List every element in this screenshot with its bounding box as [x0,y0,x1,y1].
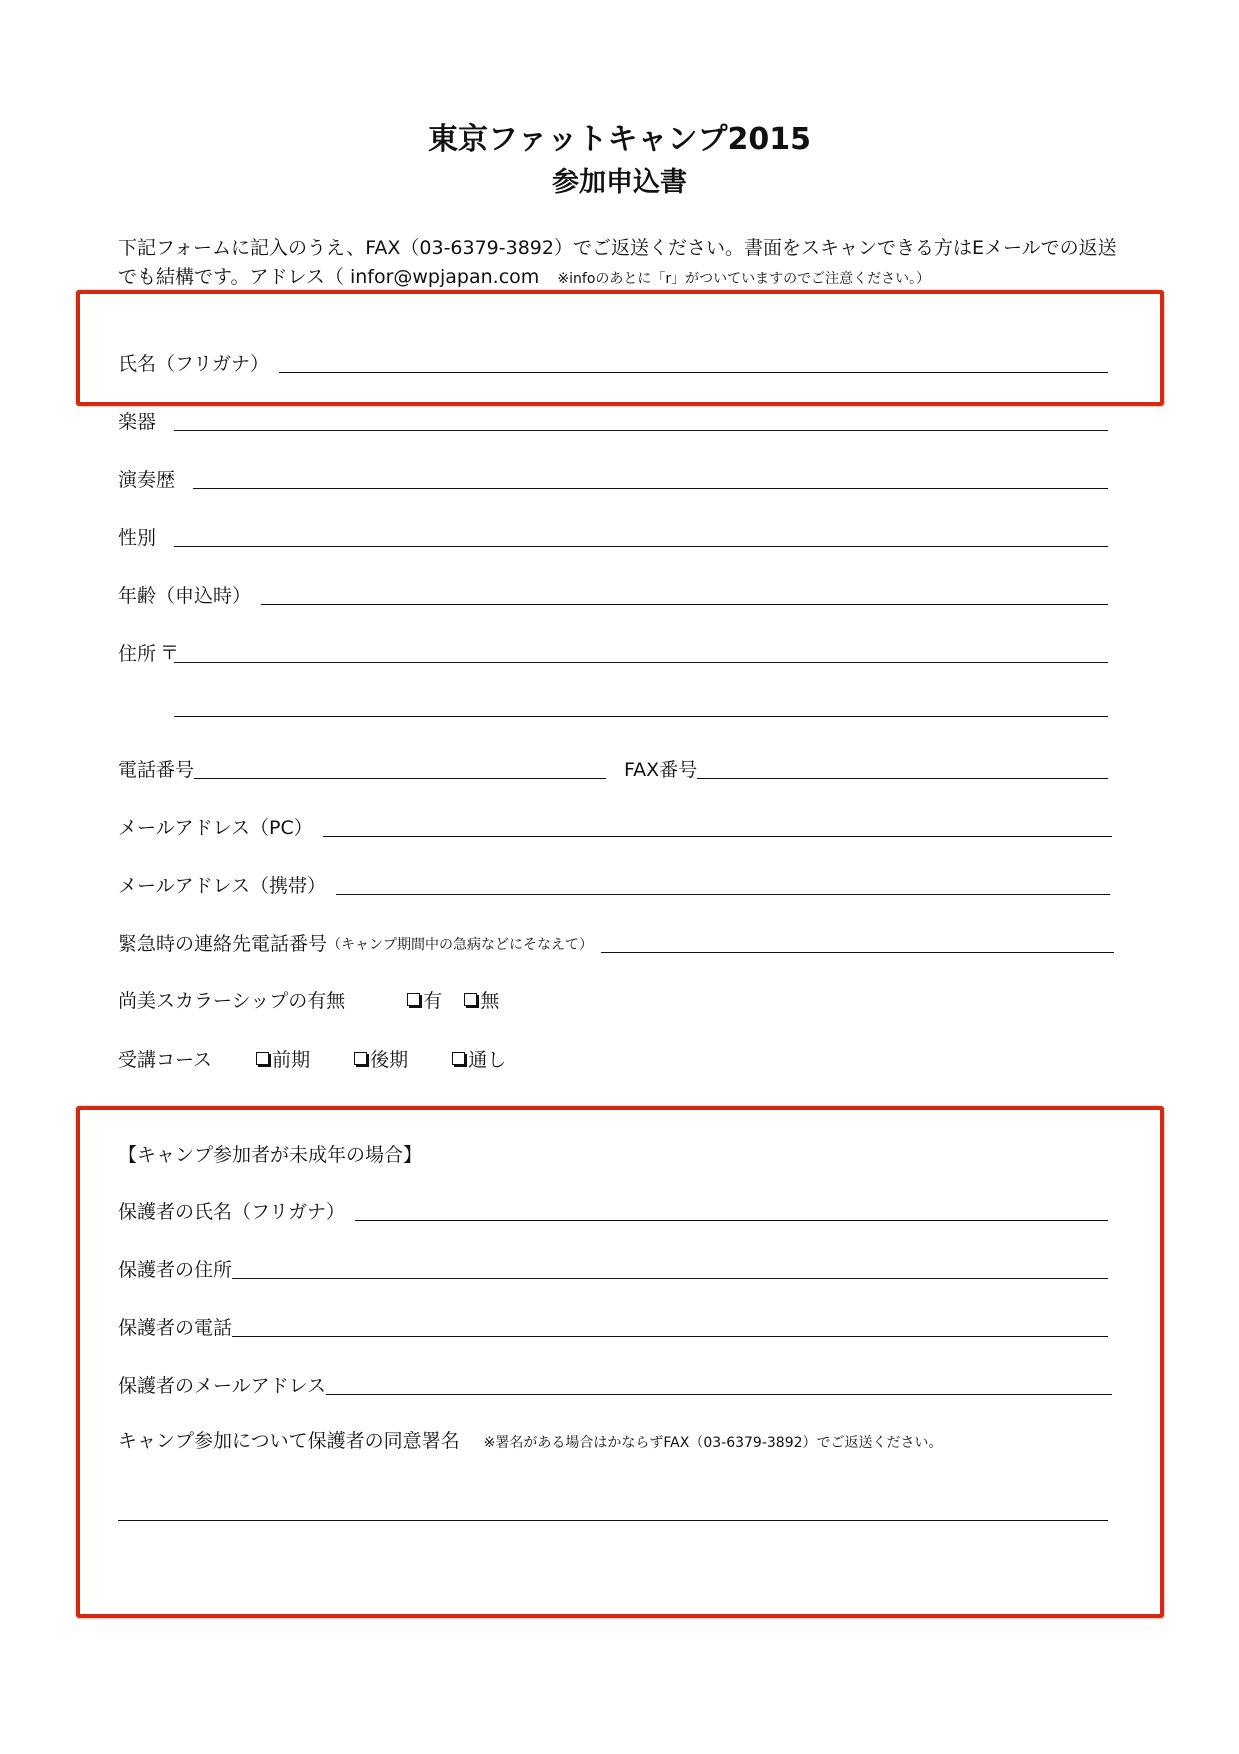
name-line[interactable] [279,372,1108,373]
course-first-checkbox[interactable] [256,1045,310,1072]
name-field[interactable] [118,348,1108,376]
gender-line[interactable] [174,546,1108,547]
checkbox-icon [354,1052,367,1065]
age-field[interactable] [118,580,1108,608]
checkbox-icon [464,993,477,1006]
guardian-signature-line[interactable] [118,1520,1108,1521]
emergency-label: 緊急時の連絡先電話番号 [118,933,328,955]
checkbox-icon [256,1052,269,1065]
guardian-address-label: 保護者の住所 [118,1259,233,1281]
history-field[interactable] [118,464,1108,492]
fax-label: FAX番号 [624,759,698,781]
guardian-consent-label: キャンプ参加について保護者の同意署名 [118,1430,460,1452]
email-mobile-label: メールアドレス（携帯） [118,875,327,897]
course-full-label: 通し [468,1049,507,1071]
guardian-heading: 【キャンプ参加者が未成年の場合】 [118,1144,423,1166]
history-label: 演奏歴 [118,469,176,491]
history-line[interactable] [193,488,1108,489]
address-line-2[interactable] [174,716,1108,717]
guardian-phone-field[interactable] [118,1312,1108,1340]
scholarship-label: 尚美スカラーシップの有無 [118,990,346,1012]
emergency-note: （キャンプ期間中の急病などにそなえて） [327,937,594,953]
age-label: 年齢（申込時） [118,585,252,607]
address-line[interactable] [174,662,1108,663]
scholarship-no-checkbox[interactable] [464,986,499,1013]
guardian-name-field[interactable] [118,1196,1108,1224]
age-line[interactable] [261,604,1108,605]
phone-label: 電話番号 [118,759,195,781]
email-mobile-field[interactable] [118,870,1110,898]
postal-mark: 〒 [160,642,180,664]
form-subtitle: 参加申込書 [552,167,687,198]
address-field[interactable] [118,638,1108,666]
scholarship-no-label: 無 [480,990,500,1012]
guardian-address-line[interactable] [232,1278,1108,1279]
guardian-consent-note: ※署名がある場合はかならずFAX（03-6379-3892）でご返送ください。 [483,1435,943,1451]
intro-line-2 [118,262,930,289]
gender-field[interactable] [118,522,1108,550]
address-label: 住所 [118,643,157,665]
gender-label: 性別 [118,527,157,549]
guardian-phone-label: 保護者の電話 [118,1317,233,1339]
fax-line[interactable] [697,778,1108,779]
guardian-address-field[interactable] [118,1254,1108,1282]
highlight-box-guardian [76,1106,1164,1618]
phone-line[interactable] [194,778,606,779]
instrument-line[interactable] [174,430,1108,431]
course-label: 受講コース [118,1049,213,1071]
form-title: 東京ファットキャンプ2015 [428,122,811,157]
email-mobile-line[interactable] [336,894,1110,895]
scholarship-row [118,986,499,1013]
guardian-email-line[interactable] [326,1394,1112,1395]
course-second-label: 後期 [370,1049,409,1071]
email-pc-label: メールアドレス（PC） [118,817,313,839]
emergency-line[interactable] [601,952,1114,953]
intro-note: ※infoのあとに「r」がついていますのでご注意ください。） [557,271,931,287]
fax-field[interactable] [624,754,1108,782]
course-full-checkbox[interactable] [452,1045,506,1072]
scholarship-yes-checkbox[interactable] [407,986,442,1013]
name-label: 氏名（フリガナ） [118,353,270,375]
checkbox-icon [407,993,420,1006]
instrument-field[interactable] [118,406,1108,434]
instrument-label: 楽器 [118,411,157,433]
guardian-name-line[interactable] [355,1220,1108,1221]
course-second-checkbox[interactable] [354,1045,408,1072]
guardian-email-label: 保護者のメールアドレス [118,1375,327,1397]
course-row [118,1045,506,1072]
guardian-name-label: 保護者の氏名（フリガナ） [118,1201,346,1223]
guardian-email-field[interactable] [118,1370,1112,1398]
phone-field[interactable] [118,754,606,782]
guardian-consent [118,1426,943,1454]
intro-line-1: 下記フォームに記入のうえ、FAX（03-6379-3892）でご返送ください。書面をスキャンできる方はEメールでの返送 [118,237,1117,259]
guardian-phone-line[interactable] [232,1336,1108,1337]
scholarship-yes-label: 有 [423,990,443,1012]
course-first-label: 前期 [272,1049,311,1071]
intro-line-2-text: でも結構です。アドレス（ infor@wpjapan.com [118,266,540,288]
checkbox-icon [452,1052,465,1065]
email-pc-line[interactable] [323,836,1112,837]
emergency-field[interactable] [118,928,1114,956]
email-pc-field[interactable] [118,812,1112,840]
